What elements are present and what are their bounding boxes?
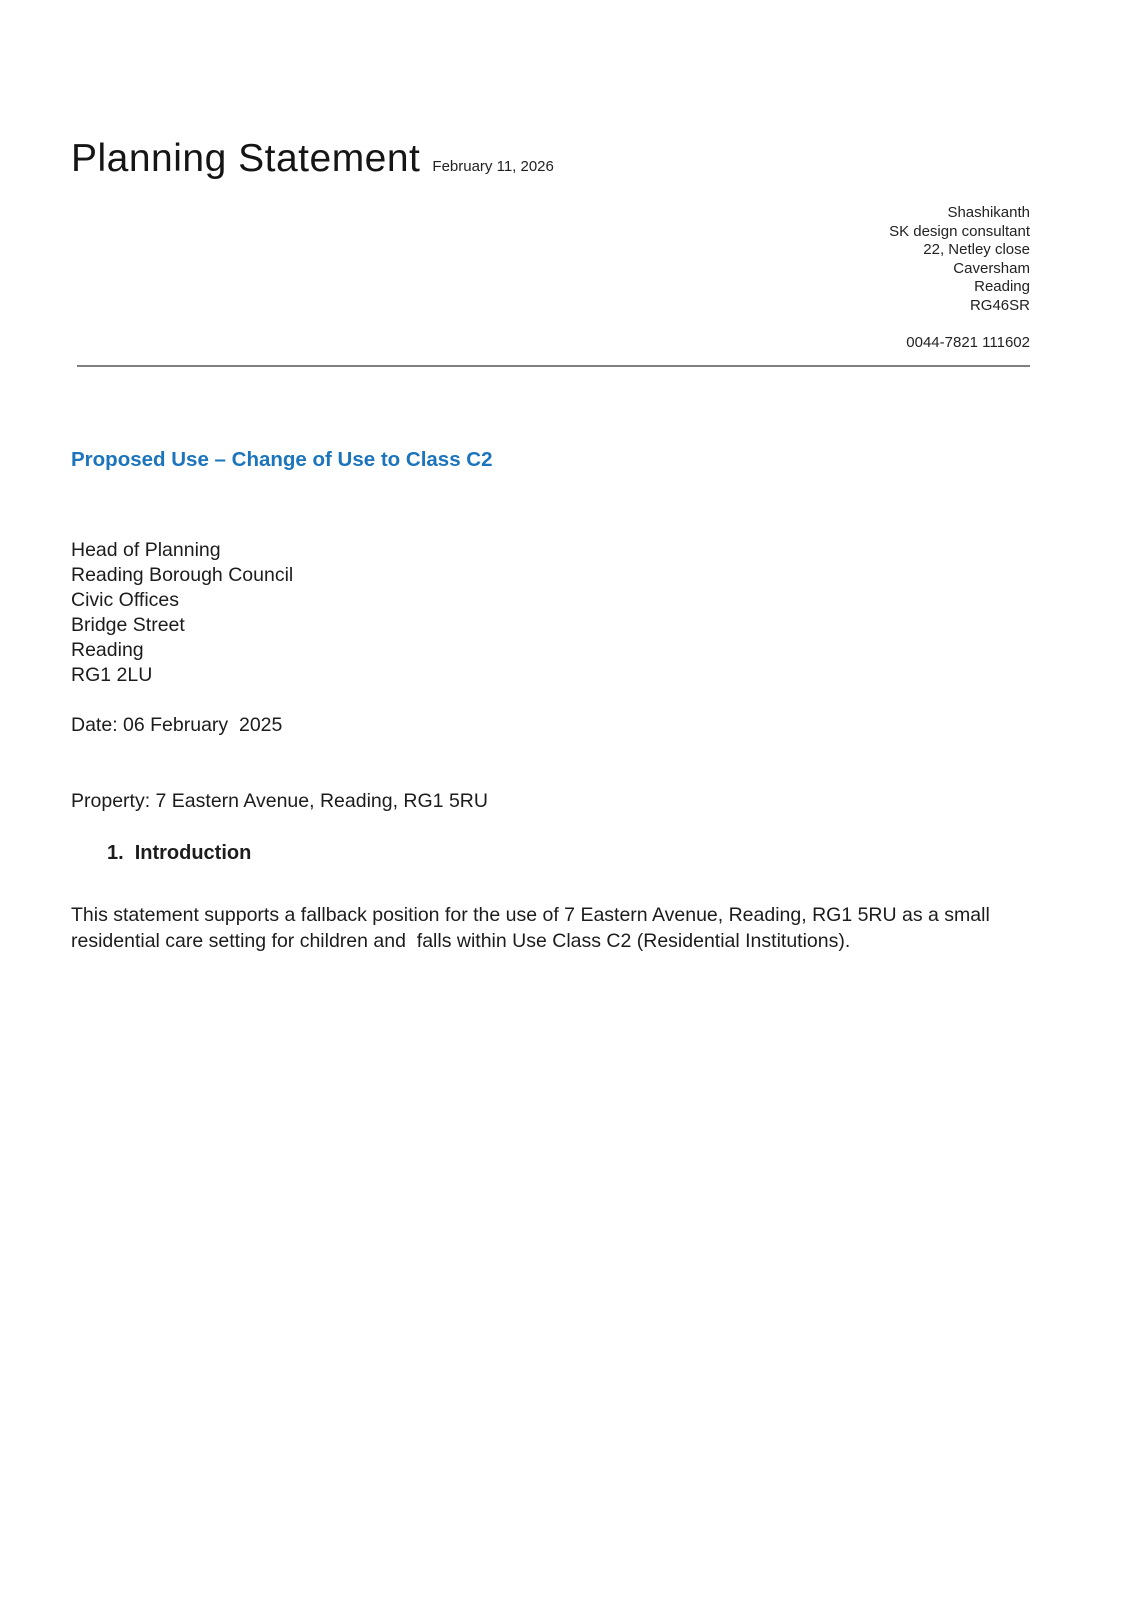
property-line: Property: 7 Eastern Avenue, Reading, RG1 5RU [71,790,488,813]
recipient-postcode: RG1 2LU [71,664,153,687]
section-title: Introduction [134,842,252,865]
recipient-org: Reading Borough Council [71,564,294,587]
sender-district: Caversham [953,259,1030,277]
recipient-address-block [71,538,1030,688]
sender-phone: 0044-7821 111602 [906,334,1030,352]
body-paragraph: This statement supports a fallback position for the use of 7 Eastern Avenue, Reading, RG1 5RU as a small residential care setting for children and falls within Use Class C2 (Residential Institutions). [71,904,996,952]
recipient-city: Reading [71,639,144,662]
sender-address-block [71,204,1030,315]
date-line: Date: 06 February 2025 [71,714,283,737]
document-content [0,136,1131,954]
section-number: 1. [107,842,124,865]
section-heading-introduction [71,841,1030,866]
sender-city: Reading [974,278,1030,296]
document-title: Planning Statement [71,137,421,180]
title-row [71,136,1030,182]
recipient-building: Civic Offices [71,589,179,612]
sender-postcode: RG46SR [969,296,1030,314]
sender-name: Shashikanth [947,204,1030,222]
sender-company: SK design consultant [889,222,1030,240]
header-divider [77,365,1030,367]
subject-heading: Proposed Use – Change of Use to Class C2 [71,447,493,471]
recipient-role: Head of Planning [71,539,221,562]
document-title-date: February 11, 2026 [432,158,554,175]
sender-street: 22, Netley close [923,241,1030,259]
recipient-street: Bridge Street [71,614,185,637]
